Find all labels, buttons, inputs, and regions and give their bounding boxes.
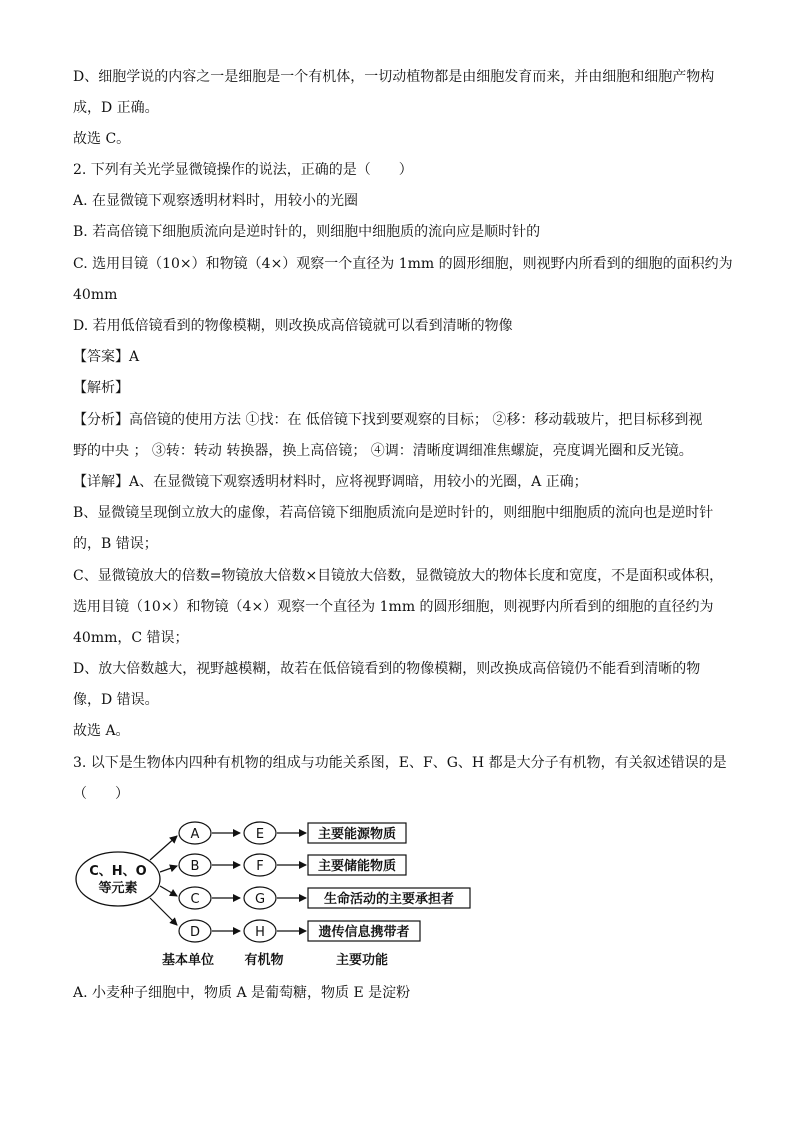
text-line: D、细胞学说的内容之一是细胞是一个有机体，一切动植物都是由细胞发育而来，并由细胞和细胞产物构 [73, 69, 715, 85]
detail-text: D、放大倍数越大，视野越模糊，故若在低倍镜看到的物像模糊，则改换成高倍镜仍不能看到清晰的物 [73, 661, 701, 677]
arrow [160, 886, 177, 896]
text-line: 故选 C。 [73, 131, 131, 147]
question-2-option-c: C. 选用目镜（10×）和物镜（4×）观察一个直径为 1mm 的圆形细胞，则视野内所看到的细胞的面积约为 [73, 256, 733, 272]
detail-text: 的，B 错误； [73, 536, 158, 552]
detail-text: 像，D 错误。 [73, 692, 159, 708]
arrow [150, 836, 177, 860]
footer-label: 主要功能 [335, 953, 389, 968]
organic-label: F [256, 859, 264, 874]
unit-label: B [190, 859, 200, 874]
arrow [160, 866, 177, 872]
question-2-stem: 2. 下列有关光学显微镜操作的说法，正确的是（ ） [73, 162, 413, 178]
detail-text: 选用目镜（10×）和物镜（4×）观察一个直径为 1mm 的圆形细胞，则视野内所看到的细胞的直径约为 [73, 599, 714, 615]
function-label: 遗传信息携带者 [318, 925, 410, 940]
detail-text: 40mm，C 错误； [73, 630, 189, 646]
conclusion-text: 故选 A。 [73, 723, 130, 739]
detail-text: B、显微镜呈现倒立放大的虚像，若高倍镜下细胞质流向是逆时针的，则细胞中细胞质的流向也是逆时针 [73, 505, 714, 521]
analysis-text: 【分析】高倍镜的使用方法 ①找：在 低倍镜下找到要观察的目标； ②移：移动载玻片，把目标移到视 [73, 412, 703, 428]
question-2-option-a: A. 在显微镜下观察透明材料时，用较小的光圈 [73, 193, 359, 209]
footer-label: 有机物 [244, 953, 284, 968]
organic-compound-diagram [70, 810, 490, 980]
unit-label: C [190, 892, 200, 907]
unit-label: A [190, 827, 200, 842]
function-label: 主要能源物质 [317, 827, 397, 842]
arrow [150, 898, 177, 925]
elements-ellipse [76, 852, 160, 906]
organic-label: G [254, 892, 266, 907]
elements-label-line2: 等元素 [98, 881, 138, 896]
detail-text: 【详解】A、在显微镜下观察透明材料时，应将视野调暗，用较小的光圈，A 正确； [73, 474, 588, 490]
footer-label: 基本单位 [161, 953, 215, 968]
function-label: 生命活动的主要承担者 [323, 892, 455, 907]
analysis-text: 野的中央 ； ③转：转动 转换器，换上高倍镜； ④调：清晰度调细准焦螺旋，亮度调光圈和反光镜。 [73, 443, 693, 459]
analysis-label: 【解析】 [73, 380, 129, 396]
question-3-option-a: A. 小麦种子细胞中，物质 A 是葡萄糖，物质 E 是淀粉 [73, 985, 411, 1001]
question-3-stem-cont: （ ） [73, 786, 129, 802]
organic-label: E [255, 827, 265, 842]
question-2-option-b: B. 若高倍镜下细胞质流向是逆时针的，则细胞中细胞质的流向应是顺时针的 [73, 224, 541, 240]
organic-label: H [255, 925, 265, 940]
question-3-stem: 3. 以下是生物体内四种有机物的组成与功能关系图，E、F、G、H 都是大分子有机物，有关叙述错误的是 [73, 755, 727, 771]
detail-text: C、显微镜放大的倍数=物镜放大倍数×目镜放大倍数，显微镜放大的物体长度和宽度，不是面积或体积， [73, 568, 724, 584]
function-label: 主要储能物质 [317, 859, 397, 874]
text-line: 成，D 正确。 [73, 100, 159, 116]
unit-label: D [189, 925, 201, 940]
answer-label: 【答案】A [73, 349, 140, 365]
question-2-option-d: D. 若用低倍镜看到的物像模糊，则改换成高倍镜就可以看到清晰的物像 [73, 318, 513, 334]
elements-label-line1: C、H、O [89, 864, 147, 879]
question-2-option-c-cont: 40mm [73, 287, 118, 303]
